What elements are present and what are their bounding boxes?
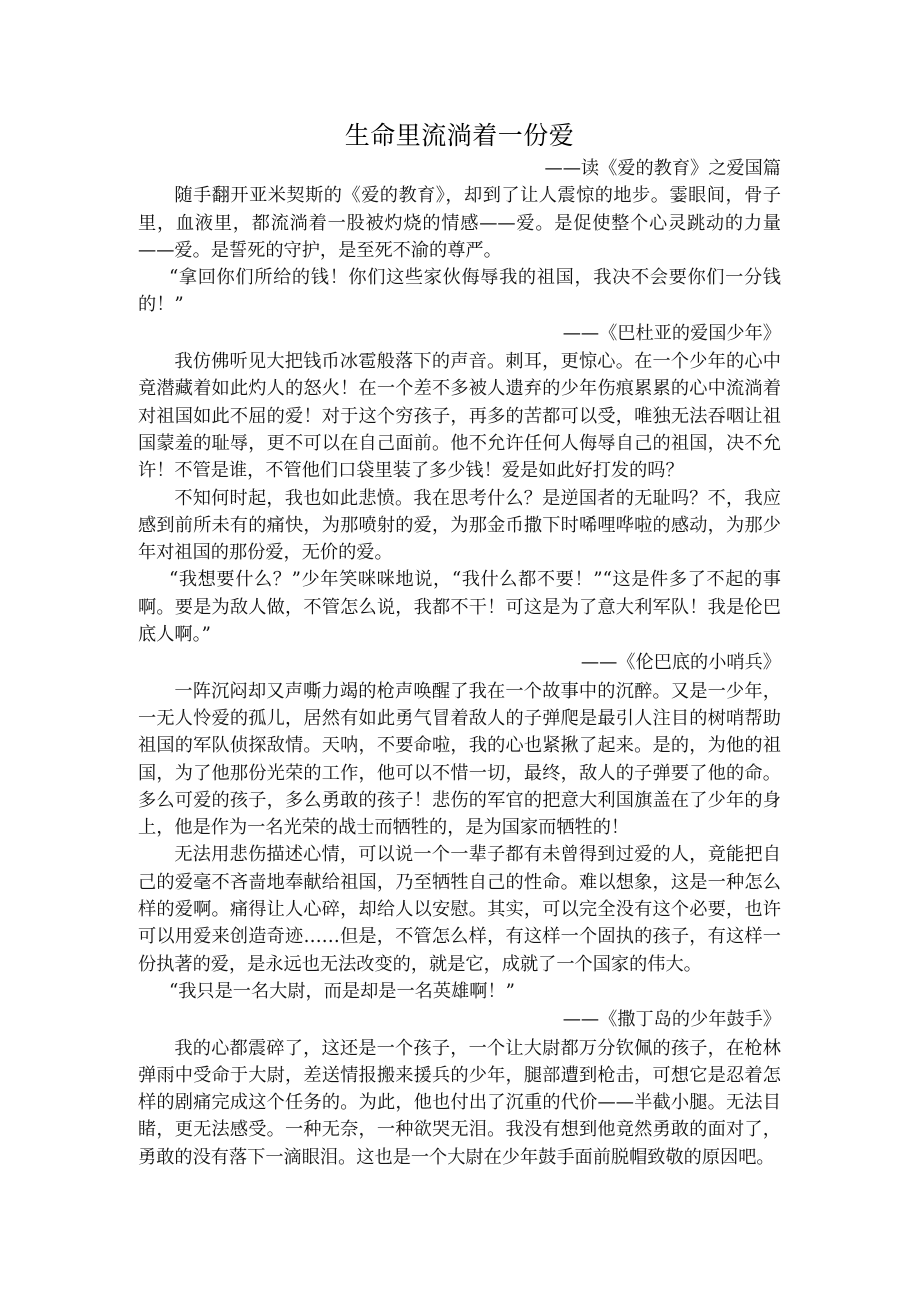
source-padua: ——《巴杜亚的爱国少年》 [562,322,781,344]
paragraph-lombard-feeling: 无法用悲伤描述心情，可以说一个一辈子都有未曾得到过爱的人，竟能把自己的爱毫不吝啬地奉献给祖国，乃至牺牲自己的性命。难以想象，这是一种怎么样的爱啊。痛得让人心碎，却给人以安慰。其实，可以完全没有这个必要，也许可以用爱来创造奇迹……但是，不管怎么样，有这样一个固执的孩子，有这样一份执著的爱，是永远也无法改变的，就是它，成就了一个国家的伟大。 [138,844,781,975]
paragraph-padua-feeling: 不知何时起，我也如此悲愤。我在思考什么？是逆国者的无耻吗？不，我应感到前所未有的痛快，为那喷射的爱，为那金币撒下时唏哩哗啦的感动，为那少年对祖国的那份爱，无价的爱。 [138,487,781,564]
quote-sardinian: “我只是一名大尉，而是却是一名英雄啊！” [168,980,515,1002]
quote-padua: “拿回你们所给的钱！你们这些家伙侮辱我的祖国，我决不会要你们一分钱的！” [138,267,781,316]
quote-lombard: “我想要什么？”少年笑咪咪地说，“我什么都不要！”“这是件多了不起的事啊。要是为敌人做，不管怎么说，我都不干！可这是为了意大利军队！我是伦巴底人啊。” [138,569,781,646]
paragraph-lombard-reflection: 一阵沉闷却又声嘶力竭的枪声唤醒了我在一个故事中的沉醉。又是一少年，一无人怜爱的孤儿，居然有如此勇气冒着敌人的子弹爬是最引人注目的树哨帮助祖国的军队侦探敌情。天呐，不要命啦，我的心也紧揪了起来。是的，为他的祖国，为了他那份光荣的工作，他可以不惜一切，最终，敌人的子弹要了他的命。多么可爱的孩子，多么勇敢的孩子！悲伤的军官的把意大利国旗盖在了少年的身上，他是作为一名光荣的战士而牺牲的，是为国家而牺牲的！ [138,680,781,839]
paragraph-intro: 随手翻开亚米契斯的《爱的教育》，却到了让人震惊的地步。霎眼间，骨子里，血液里，都流淌着一股被灼烧的情感——爱。是促使整个心灵跳动的力量——爱。是誓死的守护，是至死不渝的尊严。 [138,185,781,261]
source-sardinian: ——《撒丁岛的少年鼓手》 [562,1009,781,1031]
source-lombard: ——《伦巴底的小哨兵》 [580,652,781,674]
document-page [138,118,781,1171]
paragraph-sardinian-reflection: 我的心都震碎了，这还是一个孩子，一个让大尉都万分钦佩的孩子，在枪林弹雨中受命于大尉，差送情报搬来援兵的少年，腿部遭到枪击，可想它是忍着怎样的剧痛完成这个任务的。为此，他也付出了沉重的代价——半截小腿。无法目睹，更无法感受。一种无奈，一种欲哭无泪。我没有想到他竟然勇敢的面对了，勇敢的没有落下一滴眼泪。这也是一个大尉在少年鼓手面前脱帽致敬的原因吧。 [138,1037,781,1168]
document-subtitle: ——读《爱的教育》之爱国篇 [544,158,781,179]
document-title: 生命里流淌着一份爱 [344,121,575,150]
paragraph-padua-reflection: 我仿佛听见大把钱币冰雹般落下的声音。刺耳，更惊心。在一个少年的心中竟潜藏着如此灼人的怒火！在一个差不多被人遗弃的少年伤痕累累的心中流淌着对祖国如此不屈的爱！对于这个穷孩子，再多的苦都可以受，唯独无法吞咽让祖国蒙羞的耻辱，更不可以在自己面前。他不允许任何人侮辱自己的祖国，决不允许！不管是谁，不管他们口袋里装了多少钱！爱是如此好打发的吗？ [138,351,781,482]
